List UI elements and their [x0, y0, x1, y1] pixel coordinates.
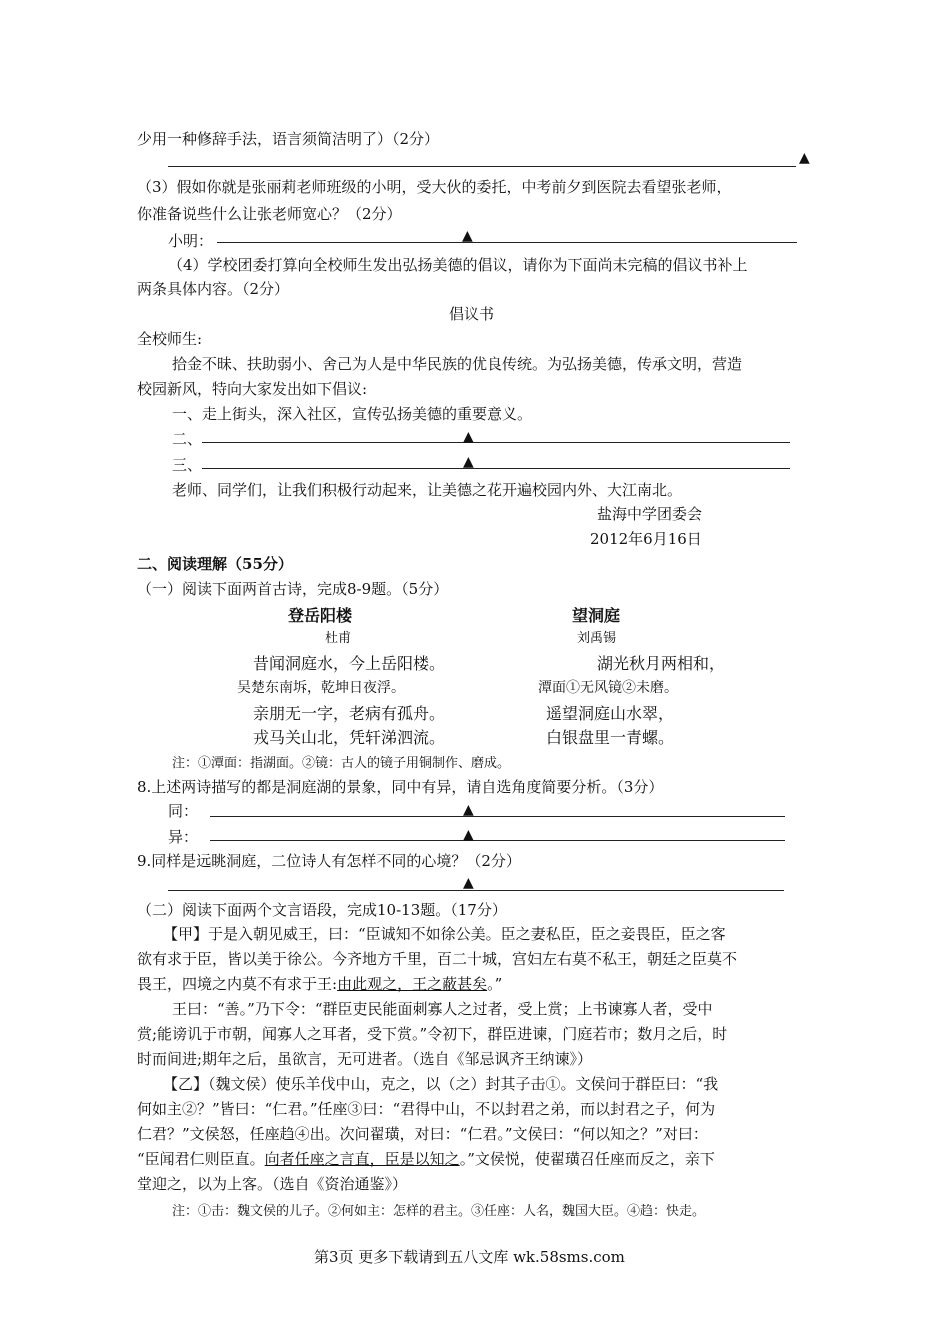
- q8-same-answer-line[interactable]: [210, 816, 785, 817]
- q7-3-answer-line[interactable]: [217, 242, 797, 243]
- passage-jia-line: 王曰：“善。”乃下令：“群臣吏民能面刺寡人之过者，受上赏；上书谏寡人者，受中: [172, 1000, 713, 1018]
- q7-tail-text: 少用一种修辞手法，语言须简洁明了）（2分）: [137, 130, 440, 148]
- passage-jia-text: 畏王，四境之内莫不有求于王:: [137, 975, 338, 993]
- passage-yi-line: 何如主②？”皆曰：“仁君。”任座③曰：“君得中山，不以封君之弟，而以封君之子，何为: [137, 1100, 716, 1118]
- proposal-salutation: 全校师生:: [137, 330, 203, 348]
- poem-2-author: 刘禹锡: [577, 631, 617, 646]
- q8-text: 8.上述两诗描写的都是洞庭湖的景象，同中有异，请自选角度简要分析。（3分）: [137, 778, 664, 796]
- poem-1-author: 杜甫: [325, 631, 352, 646]
- passage-jia-line: 时而间进;期年之后，虽欲言，无可进者。（选自《邹忌讽齐王纳谏》）: [137, 1050, 593, 1068]
- q7-3-line1: （3）假如你就是张丽莉老师班级的小明，受大伙的委托，中考前夕到医院去看望张老师，: [137, 178, 732, 196]
- passage-jia-line: 欲有求于臣，皆以美于徐公。今齐地方千里，百二十城，宫妇左右莫不私王，朝廷之臣莫不: [137, 950, 738, 968]
- q7-3-line2: 你准备说些什么让张老师宽心？（2分）: [137, 205, 402, 223]
- passage-jia-line: 赏;能谤讥于市朝，闻寡人之耳者，受下赏。”令初下，群臣进谏，门庭若市；数月之后，时: [137, 1025, 728, 1043]
- proposal-closing: 老师、同学们，让我们积极行动起来，让美德之花开遍校园内外、大江南北。: [172, 481, 683, 499]
- part-1-intro: （一）阅读下面两首古诗，完成8-9题。（5分）: [137, 580, 449, 598]
- poem-1-line: 戎马关山北，凭轩涕泗流。: [253, 728, 446, 747]
- q7-3-answer-label: 小明：: [168, 232, 214, 250]
- proposal-item-2-label: 二、: [172, 430, 203, 448]
- proposal-signature: 盐海中学团委会: [597, 505, 703, 523]
- answer-marker: ▲: [463, 454, 474, 470]
- answer-marker: ▲: [463, 429, 474, 445]
- proposal-date: 2012年6月16日: [590, 530, 702, 548]
- passage-yi-underlined: 向者任座之言直，臣是以知之: [264, 1150, 460, 1168]
- poem-2-line: 湖光秋月两相和，: [597, 654, 726, 673]
- poem-2-line: 遥望洞庭山水翠，: [546, 704, 675, 723]
- answer-marker: ▲: [799, 150, 810, 166]
- proposal-body-line1: 拾金不昧、扶助弱小、舍己为人是中华民族的优良传统。为弘扬美德，传承文明，营造: [172, 355, 743, 373]
- answer-marker: ▲: [463, 827, 474, 843]
- proposal-item-3-answer-line[interactable]: [202, 468, 790, 469]
- q7-4-line1: （4）学校团委打算向全校师生发出弘扬美德的倡议，请你为下面尚未完稿的倡议书补上: [168, 256, 748, 274]
- poem-2-line: 白银盘里一青螺。: [546, 728, 675, 747]
- answer-marker: ▲: [463, 875, 474, 891]
- part-2-intro: （二）阅读下面两个文言语段，完成10-13题。（17分）: [137, 901, 507, 919]
- poem-1-line: 吴楚东南坼，乾坤日夜浮。: [237, 680, 405, 696]
- q7-4-line2: 两条具体内容。（2分）: [137, 280, 290, 298]
- passage-yi-line: [137, 1148, 715, 1169]
- poem-1-line: 昔闻洞庭水，今上岳阳楼。: [253, 654, 446, 673]
- passage-yi-line: 堂迎之，以为上客。（选自《资治通鉴》）: [137, 1175, 408, 1193]
- poem-note: 注：①潭面：指湖面。②镜：古人的镜子用铜制作、磨成。: [172, 756, 511, 771]
- passage-jia-line: [137, 973, 502, 994]
- proposal-title: 倡议书: [449, 305, 495, 323]
- page-footer: 第3页 更多下载请到五八文库 wk.58sms.com: [314, 1248, 625, 1266]
- poem-2-line: 潭面①无风镜②未磨。: [538, 680, 678, 696]
- answer-marker: ▲: [462, 228, 473, 244]
- proposal-item-2-answer-line[interactable]: [202, 442, 790, 443]
- passage-yi-line: 【乙】（魏文侯）使乐羊伐中山，克之，以（之）封其子击①。文侯问于群臣曰：“我: [163, 1075, 719, 1093]
- q8-diff-label: 异：: [168, 828, 199, 846]
- poem-1-line: 亲朋无一字，老病有孤舟。: [253, 704, 446, 723]
- proposal-body-line2: 校园新风，特向大家发出如下倡议:: [137, 380, 368, 398]
- passage-jia-underlined: 由此观之，王之蔽甚矣: [337, 975, 488, 993]
- poem-2-title: 望洞庭: [572, 606, 621, 625]
- passage-yi-text: 。”文侯悦，使翟璜召任座而反之，亲下: [459, 1150, 715, 1168]
- q9-text: 9.同样是远眺洞庭，二位诗人有怎样不同的心境？（2分）: [137, 852, 521, 870]
- q7-2-answer-line[interactable]: [168, 166, 796, 167]
- passage-jia-text: 。”: [487, 975, 503, 993]
- q8-diff-answer-line[interactable]: [210, 840, 785, 841]
- proposal-item-1: 一、走上街头，深入社区，宣传弘扬美德的重要意义。: [172, 405, 533, 423]
- passage-jia-line: 【甲】于是入朝见威王，曰：“臣诚知不如徐公美。臣之妻私臣，臣之妾畏臣，臣之客: [163, 925, 726, 943]
- q8-same-label: 同：: [168, 802, 199, 820]
- passage-yi-line: 仁君？”文侯怒，任座趋④出。次问翟璜，对曰：“仁君。”文侯曰：“何以知之？”对曰：: [137, 1125, 708, 1143]
- section-2-title: 二、阅读理解（55分）: [137, 555, 293, 573]
- proposal-item-3-label: 三、: [172, 456, 203, 474]
- passage-yi-note: 注：①击：魏文侯的儿子。②何如主：怎样的君主。③任座：人名，魏国大臣。④趋：快走。: [172, 1204, 706, 1219]
- q9-answer-line[interactable]: [168, 890, 784, 891]
- passage-yi-text: “臣闻君仁则臣直。: [137, 1150, 265, 1168]
- answer-marker: ▲: [463, 802, 474, 818]
- poem-1-title: 登岳阳楼: [288, 606, 353, 625]
